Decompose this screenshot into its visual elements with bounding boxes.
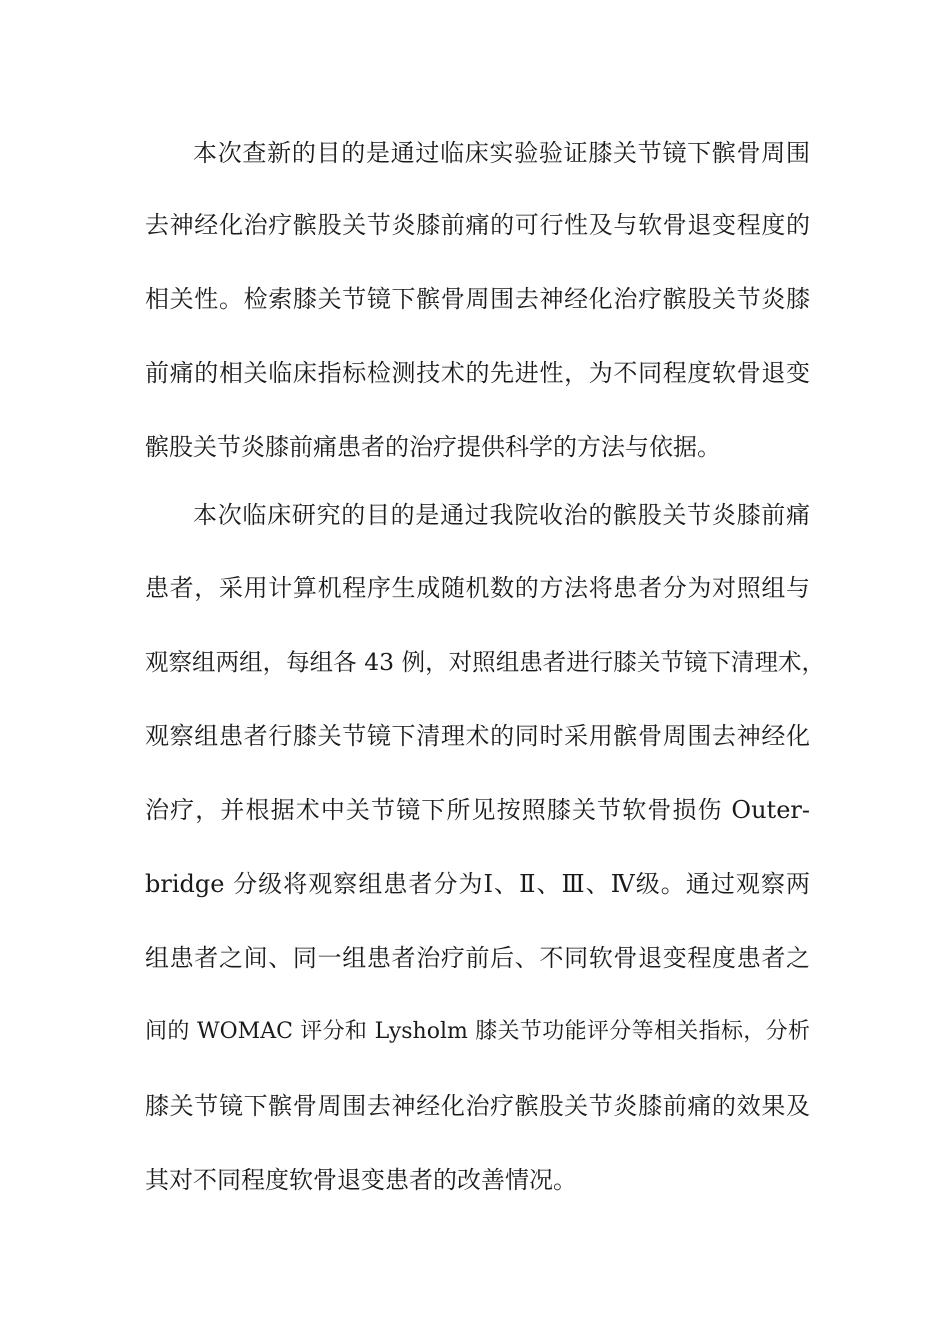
paragraph-1-line-1: 本次查新的目的是通过临床实验验证膝关节镜下髌骨周围 <box>193 139 810 167</box>
paragraph-2-line-10: 其对不同程度软骨退变患者的改善情况。 <box>145 1166 577 1194</box>
paragraph-1-line-2: 去神经化治疗髌股关节炎膝前痛的可行性及与软骨退变程度的 <box>145 211 810 239</box>
paragraph-2-line-8: 间的 WOMAC 评分和 Lysholm 膝关节功能评分等相关指标，分析 <box>145 1019 810 1044</box>
paragraph-2-line-7: 组患者之间、同一组患者治疗前后、不同软骨退变程度患者之 <box>145 944 810 972</box>
paragraph-2-line-2: 患者，采用计算机程序生成随机数的方法将患者分为对照组与 <box>145 574 810 602</box>
paragraph-1-line-5: 髌股关节炎膝前痛患者的治疗提供科学的方法与依据。 <box>145 433 721 461</box>
paragraph-1-line-3: 相关性。检索膝关节镜下髌骨周围去神经化治疗髌股关节炎膝 <box>145 285 810 313</box>
paragraph-2-line-9: 膝关节镜下髌骨周围去神经化治疗髌股关节炎膝前痛的效果及 <box>145 1092 810 1120</box>
paragraph-2-line-4: 观察组患者行膝关节镜下清理术的同时采用髌骨周围去神经化 <box>145 722 810 750</box>
paragraph-1-line-4: 前痛的相关临床指标检测技术的先进性，为不同程度软骨退变 <box>145 359 810 387</box>
paragraph-2-line-6: bridge 分级将观察组患者分为Ⅰ、Ⅱ、Ⅲ、Ⅳ级。通过观察两 <box>145 870 810 898</box>
paragraph-2-line-1: 本次临床研究的目的是通过我院收治的髌股关节炎膝前痛 <box>193 501 810 529</box>
paragraph-2-line-3: 观察组两组，每组各 43 例，对照组患者进行膝关节镜下清理术， <box>145 648 825 676</box>
paragraph-2-line-5: 治疗，并根据术中关节镜下所见按照膝关节软骨损伤 Outer- <box>145 796 810 824</box>
